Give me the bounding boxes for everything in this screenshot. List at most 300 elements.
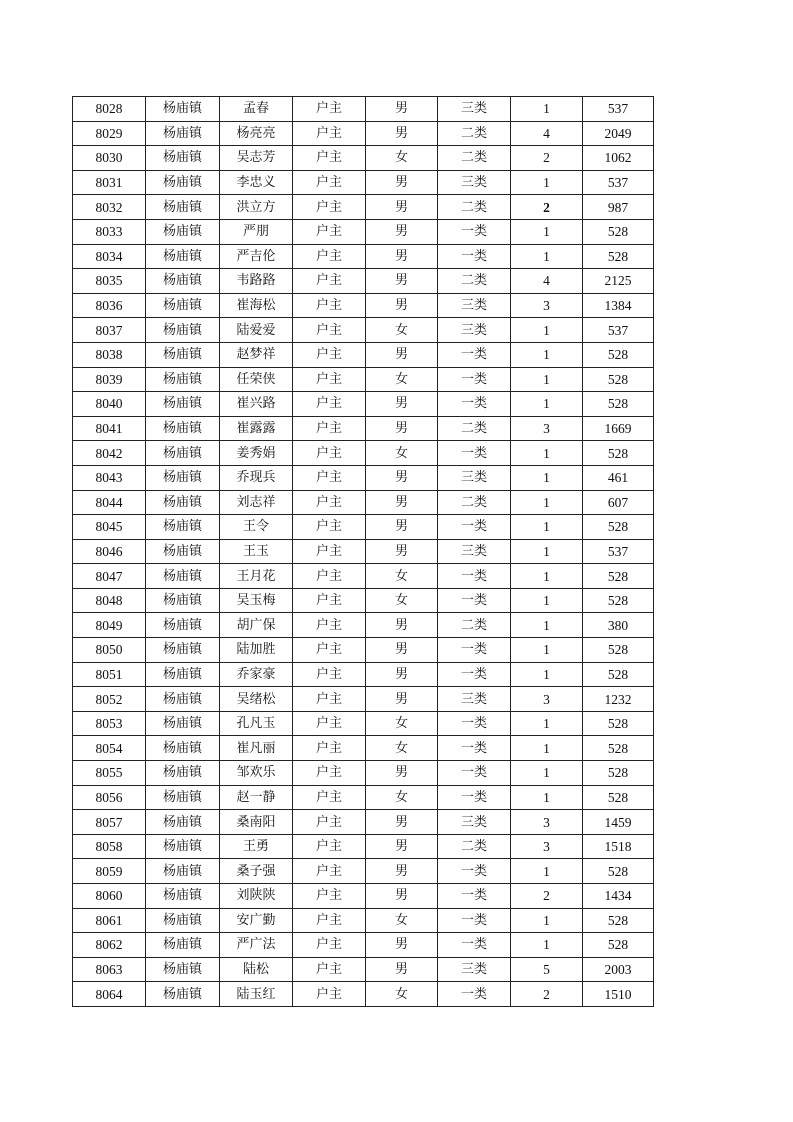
- record-number-cell: 8058: [73, 834, 146, 859]
- table-row: [73, 416, 654, 441]
- table-row: [73, 810, 654, 835]
- gender-cell: 男: [366, 859, 438, 884]
- category-cell: 三类: [438, 465, 511, 490]
- town-cell: 杨庙镇: [146, 761, 220, 786]
- relation-cell: 户主: [293, 465, 366, 490]
- record-number-cell: 8035: [73, 269, 146, 294]
- town-cell: 杨庙镇: [146, 687, 220, 712]
- amount-cell: 2049: [583, 121, 654, 146]
- category-cell: 一类: [438, 564, 511, 589]
- name-cell: 赵一静: [220, 785, 293, 810]
- category-cell: 一类: [438, 711, 511, 736]
- record-number-cell: 8063: [73, 957, 146, 982]
- town-cell: 杨庙镇: [146, 342, 220, 367]
- name-cell: 韦路路: [220, 269, 293, 294]
- record-number-cell: 8034: [73, 244, 146, 269]
- gender-cell: 女: [366, 736, 438, 761]
- name-cell: 王玉: [220, 539, 293, 564]
- record-number-cell: 8057: [73, 810, 146, 835]
- amount-cell: 1518: [583, 834, 654, 859]
- record-number-cell: 8060: [73, 884, 146, 909]
- record-number-cell: 8028: [73, 97, 146, 122]
- town-cell: 杨庙镇: [146, 908, 220, 933]
- household-size-cell: 1: [511, 933, 583, 958]
- gender-cell: 男: [366, 219, 438, 244]
- household-size-cell: 1: [511, 588, 583, 613]
- household-size-cell: 1: [511, 367, 583, 392]
- household-size-cell: 3: [511, 834, 583, 859]
- gender-cell: 男: [366, 465, 438, 490]
- household-size-cell: 1: [511, 441, 583, 466]
- household-size-cell: 1: [511, 318, 583, 343]
- town-cell: 杨庙镇: [146, 785, 220, 810]
- amount-cell: 607: [583, 490, 654, 515]
- name-cell: 陆松: [220, 957, 293, 982]
- town-cell: 杨庙镇: [146, 367, 220, 392]
- category-cell: 二类: [438, 269, 511, 294]
- town-cell: 杨庙镇: [146, 195, 220, 220]
- name-cell: 胡广保: [220, 613, 293, 638]
- table-row: [73, 392, 654, 417]
- table-row: [73, 121, 654, 146]
- category-cell: 二类: [438, 195, 511, 220]
- category-cell: 一类: [438, 859, 511, 884]
- category-cell: 一类: [438, 736, 511, 761]
- gender-cell: 男: [366, 662, 438, 687]
- name-cell: 安广勤: [220, 908, 293, 933]
- gender-cell: 女: [366, 982, 438, 1007]
- gender-cell: 男: [366, 761, 438, 786]
- table-row: [73, 97, 654, 122]
- amount-cell: 1459: [583, 810, 654, 835]
- record-number-cell: 8064: [73, 982, 146, 1007]
- household-size-cell: 4: [511, 269, 583, 294]
- relation-cell: 户主: [293, 244, 366, 269]
- relation-cell: 户主: [293, 933, 366, 958]
- name-cell: 王令: [220, 515, 293, 540]
- category-cell: 三类: [438, 539, 511, 564]
- name-cell: 王勇: [220, 834, 293, 859]
- table-row: [73, 638, 654, 663]
- relation-cell: 户主: [293, 318, 366, 343]
- table-row: [73, 933, 654, 958]
- gender-cell: 男: [366, 957, 438, 982]
- gender-cell: 男: [366, 170, 438, 195]
- category-cell: 三类: [438, 318, 511, 343]
- record-number-cell: 8047: [73, 564, 146, 589]
- household-size-cell: 1: [511, 342, 583, 367]
- household-size-cell: 1: [511, 638, 583, 663]
- household-size-cell: 1: [511, 613, 583, 638]
- town-cell: 杨庙镇: [146, 269, 220, 294]
- household-size-cell: 3: [511, 810, 583, 835]
- town-cell: 杨庙镇: [146, 490, 220, 515]
- amount-cell: 537: [583, 97, 654, 122]
- town-cell: 杨庙镇: [146, 982, 220, 1007]
- amount-cell: 528: [583, 933, 654, 958]
- gender-cell: 男: [366, 342, 438, 367]
- name-cell: 桑南阳: [220, 810, 293, 835]
- table-row: [73, 146, 654, 171]
- town-cell: 杨庙镇: [146, 121, 220, 146]
- town-cell: 杨庙镇: [146, 564, 220, 589]
- table-body: [73, 97, 654, 1007]
- table-row: [73, 219, 654, 244]
- category-cell: 三类: [438, 293, 511, 318]
- town-cell: 杨庙镇: [146, 441, 220, 466]
- relation-cell: 户主: [293, 170, 366, 195]
- record-number-cell: 8061: [73, 908, 146, 933]
- relation-cell: 户主: [293, 97, 366, 122]
- record-number-cell: 8054: [73, 736, 146, 761]
- relation-cell: 户主: [293, 687, 366, 712]
- household-size-cell: 1: [511, 662, 583, 687]
- household-size-cell: 2: [511, 146, 583, 171]
- household-size-cell: 1: [511, 736, 583, 761]
- amount-cell: 2003: [583, 957, 654, 982]
- name-cell: 王月花: [220, 564, 293, 589]
- category-cell: 一类: [438, 342, 511, 367]
- category-cell: 二类: [438, 146, 511, 171]
- relation-cell: 户主: [293, 121, 366, 146]
- record-number-cell: 8048: [73, 588, 146, 613]
- record-number-cell: 8036: [73, 293, 146, 318]
- amount-cell: 528: [583, 736, 654, 761]
- town-cell: 杨庙镇: [146, 515, 220, 540]
- name-cell: 严朋: [220, 219, 293, 244]
- relation-cell: 户主: [293, 638, 366, 663]
- household-size-cell: 1: [511, 539, 583, 564]
- name-cell: 崔兴路: [220, 392, 293, 417]
- household-size-cell: 4: [511, 121, 583, 146]
- household-size-cell: 2: [511, 884, 583, 909]
- relation-cell: 户主: [293, 613, 366, 638]
- amount-cell: 2125: [583, 269, 654, 294]
- town-cell: 杨庙镇: [146, 834, 220, 859]
- table-row: [73, 834, 654, 859]
- record-number-cell: 8037: [73, 318, 146, 343]
- record-number-cell: 8029: [73, 121, 146, 146]
- household-size-cell: 1: [511, 170, 583, 195]
- record-number-cell: 8031: [73, 170, 146, 195]
- household-size-cell: 3: [511, 293, 583, 318]
- relation-cell: 户主: [293, 564, 366, 589]
- table-row: [73, 908, 654, 933]
- record-number-cell: 8032: [73, 195, 146, 220]
- name-cell: 吴玉梅: [220, 588, 293, 613]
- relation-cell: 户主: [293, 884, 366, 909]
- relation-cell: 户主: [293, 785, 366, 810]
- town-cell: 杨庙镇: [146, 392, 220, 417]
- category-cell: 一类: [438, 982, 511, 1007]
- amount-cell: 1062: [583, 146, 654, 171]
- gender-cell: 女: [366, 146, 438, 171]
- town-cell: 杨庙镇: [146, 170, 220, 195]
- relation-cell: 户主: [293, 342, 366, 367]
- amount-cell: 537: [583, 539, 654, 564]
- table-row: [73, 318, 654, 343]
- name-cell: 吴志芳: [220, 146, 293, 171]
- category-cell: 一类: [438, 933, 511, 958]
- household-size-cell: 1: [511, 97, 583, 122]
- table-row: [73, 269, 654, 294]
- table-row: [73, 761, 654, 786]
- town-cell: 杨庙镇: [146, 146, 220, 171]
- table-row: [73, 957, 654, 982]
- gender-cell: 女: [366, 367, 438, 392]
- gender-cell: 男: [366, 244, 438, 269]
- gender-cell: 女: [366, 318, 438, 343]
- table-row: [73, 244, 654, 269]
- town-cell: 杨庙镇: [146, 293, 220, 318]
- relation-cell: 户主: [293, 392, 366, 417]
- household-table: [72, 96, 654, 1007]
- gender-cell: 男: [366, 834, 438, 859]
- name-cell: 陆爱爱: [220, 318, 293, 343]
- name-cell: 崔海松: [220, 293, 293, 318]
- category-cell: 二类: [438, 834, 511, 859]
- record-number-cell: 8041: [73, 416, 146, 441]
- table-row: [73, 711, 654, 736]
- gender-cell: 男: [366, 293, 438, 318]
- category-cell: 三类: [438, 810, 511, 835]
- category-cell: 一类: [438, 908, 511, 933]
- category-cell: 三类: [438, 687, 511, 712]
- relation-cell: 户主: [293, 908, 366, 933]
- relation-cell: 户主: [293, 269, 366, 294]
- amount-cell: 528: [583, 219, 654, 244]
- table-row: [73, 982, 654, 1007]
- amount-cell: 1434: [583, 884, 654, 909]
- amount-cell: 528: [583, 761, 654, 786]
- name-cell: 邹欢乐: [220, 761, 293, 786]
- name-cell: 乔家豪: [220, 662, 293, 687]
- gender-cell: 男: [366, 416, 438, 441]
- record-number-cell: 8053: [73, 711, 146, 736]
- table-row: [73, 785, 654, 810]
- name-cell: 李忠义: [220, 170, 293, 195]
- category-cell: 一类: [438, 244, 511, 269]
- gender-cell: 男: [366, 195, 438, 220]
- relation-cell: 户主: [293, 219, 366, 244]
- name-cell: 杨亮亮: [220, 121, 293, 146]
- amount-cell: 528: [583, 392, 654, 417]
- town-cell: 杨庙镇: [146, 539, 220, 564]
- table-row: [73, 465, 654, 490]
- category-cell: 二类: [438, 490, 511, 515]
- table-row: [73, 367, 654, 392]
- name-cell: 桑子强: [220, 859, 293, 884]
- town-cell: 杨庙镇: [146, 810, 220, 835]
- household-size-cell: 1: [511, 785, 583, 810]
- relation-cell: 户主: [293, 195, 366, 220]
- gender-cell: 男: [366, 613, 438, 638]
- record-number-cell: 8052: [73, 687, 146, 712]
- household-size-cell: 1: [511, 711, 583, 736]
- amount-cell: 528: [583, 367, 654, 392]
- table-row: [73, 490, 654, 515]
- relation-cell: 户主: [293, 834, 366, 859]
- gender-cell: 男: [366, 638, 438, 663]
- household-size-cell: 1: [511, 761, 583, 786]
- category-cell: 一类: [438, 392, 511, 417]
- name-cell: 崔露露: [220, 416, 293, 441]
- name-cell: 任荣侠: [220, 367, 293, 392]
- amount-cell: 1232: [583, 687, 654, 712]
- gender-cell: 女: [366, 785, 438, 810]
- record-number-cell: 8049: [73, 613, 146, 638]
- name-cell: 严广法: [220, 933, 293, 958]
- town-cell: 杨庙镇: [146, 859, 220, 884]
- household-size-cell: 1: [511, 515, 583, 540]
- record-number-cell: 8044: [73, 490, 146, 515]
- town-cell: 杨庙镇: [146, 318, 220, 343]
- amount-cell: 1510: [583, 982, 654, 1007]
- table-row: [73, 170, 654, 195]
- town-cell: 杨庙镇: [146, 662, 220, 687]
- relation-cell: 户主: [293, 810, 366, 835]
- name-cell: 孔凡玉: [220, 711, 293, 736]
- town-cell: 杨庙镇: [146, 416, 220, 441]
- name-cell: 陆玉红: [220, 982, 293, 1007]
- amount-cell: 528: [583, 638, 654, 663]
- household-size-cell: 1: [511, 392, 583, 417]
- table-row: [73, 195, 654, 220]
- amount-cell: 1669: [583, 416, 654, 441]
- relation-cell: 户主: [293, 146, 366, 171]
- household-size-cell: 2: [511, 195, 583, 220]
- record-number-cell: 8056: [73, 785, 146, 810]
- town-cell: 杨庙镇: [146, 957, 220, 982]
- amount-cell: 528: [583, 908, 654, 933]
- category-cell: 二类: [438, 121, 511, 146]
- category-cell: 一类: [438, 367, 511, 392]
- name-cell: 孟春: [220, 97, 293, 122]
- amount-cell: 528: [583, 588, 654, 613]
- name-cell: 洪立方: [220, 195, 293, 220]
- table-row: [73, 884, 654, 909]
- record-number-cell: 8045: [73, 515, 146, 540]
- town-cell: 杨庙镇: [146, 97, 220, 122]
- gender-cell: 女: [366, 711, 438, 736]
- table-row: [73, 662, 654, 687]
- household-size-cell: 3: [511, 416, 583, 441]
- relation-cell: 户主: [293, 957, 366, 982]
- table-row: [73, 441, 654, 466]
- amount-cell: 528: [583, 711, 654, 736]
- gender-cell: 男: [366, 810, 438, 835]
- name-cell: 乔现兵: [220, 465, 293, 490]
- amount-cell: 528: [583, 859, 654, 884]
- record-number-cell: 8038: [73, 342, 146, 367]
- table-row: [73, 687, 654, 712]
- gender-cell: 女: [366, 588, 438, 613]
- name-cell: 严吉伦: [220, 244, 293, 269]
- record-number-cell: 8046: [73, 539, 146, 564]
- gender-cell: 男: [366, 121, 438, 146]
- town-cell: 杨庙镇: [146, 736, 220, 761]
- household-size-cell: 2: [511, 982, 583, 1007]
- town-cell: 杨庙镇: [146, 613, 220, 638]
- relation-cell: 户主: [293, 982, 366, 1007]
- record-number-cell: 8033: [73, 219, 146, 244]
- amount-cell: 528: [583, 342, 654, 367]
- record-number-cell: 8039: [73, 367, 146, 392]
- relation-cell: 户主: [293, 588, 366, 613]
- gender-cell: 男: [366, 687, 438, 712]
- record-number-cell: 8040: [73, 392, 146, 417]
- category-cell: 一类: [438, 884, 511, 909]
- town-cell: 杨庙镇: [146, 638, 220, 663]
- relation-cell: 户主: [293, 416, 366, 441]
- category-cell: 一类: [438, 441, 511, 466]
- amount-cell: 528: [583, 564, 654, 589]
- household-size-cell: 1: [511, 490, 583, 515]
- gender-cell: 男: [366, 97, 438, 122]
- household-size-cell: 1: [511, 219, 583, 244]
- table-row: [73, 515, 654, 540]
- category-cell: 三类: [438, 97, 511, 122]
- household-size-cell: 1: [511, 244, 583, 269]
- town-cell: 杨庙镇: [146, 588, 220, 613]
- amount-cell: 1384: [583, 293, 654, 318]
- category-cell: 一类: [438, 588, 511, 613]
- name-cell: 刘陕陕: [220, 884, 293, 909]
- household-size-cell: 1: [511, 908, 583, 933]
- town-cell: 杨庙镇: [146, 219, 220, 244]
- category-cell: 一类: [438, 785, 511, 810]
- table-row: [73, 539, 654, 564]
- relation-cell: 户主: [293, 539, 366, 564]
- record-number-cell: 8043: [73, 465, 146, 490]
- category-cell: 三类: [438, 170, 511, 195]
- town-cell: 杨庙镇: [146, 465, 220, 490]
- relation-cell: 户主: [293, 662, 366, 687]
- table-row: [73, 342, 654, 367]
- record-number-cell: 8042: [73, 441, 146, 466]
- record-number-cell: 8030: [73, 146, 146, 171]
- gender-cell: 女: [366, 564, 438, 589]
- gender-cell: 男: [366, 884, 438, 909]
- household-size-cell: 5: [511, 957, 583, 982]
- household-size-cell: 1: [511, 465, 583, 490]
- gender-cell: 男: [366, 933, 438, 958]
- relation-cell: 户主: [293, 761, 366, 786]
- relation-cell: 户主: [293, 859, 366, 884]
- gender-cell: 女: [366, 441, 438, 466]
- category-cell: 一类: [438, 638, 511, 663]
- gender-cell: 男: [366, 490, 438, 515]
- relation-cell: 户主: [293, 490, 366, 515]
- town-cell: 杨庙镇: [146, 711, 220, 736]
- town-cell: 杨庙镇: [146, 884, 220, 909]
- relation-cell: 户主: [293, 293, 366, 318]
- gender-cell: 女: [366, 908, 438, 933]
- gender-cell: 男: [366, 539, 438, 564]
- category-cell: 三类: [438, 957, 511, 982]
- relation-cell: 户主: [293, 441, 366, 466]
- category-cell: 一类: [438, 515, 511, 540]
- amount-cell: 537: [583, 318, 654, 343]
- name-cell: 陆加胜: [220, 638, 293, 663]
- amount-cell: 528: [583, 515, 654, 540]
- name-cell: 崔凡丽: [220, 736, 293, 761]
- town-cell: 杨庙镇: [146, 244, 220, 269]
- amount-cell: 461: [583, 465, 654, 490]
- town-cell: 杨庙镇: [146, 933, 220, 958]
- category-cell: 一类: [438, 662, 511, 687]
- amount-cell: 528: [583, 244, 654, 269]
